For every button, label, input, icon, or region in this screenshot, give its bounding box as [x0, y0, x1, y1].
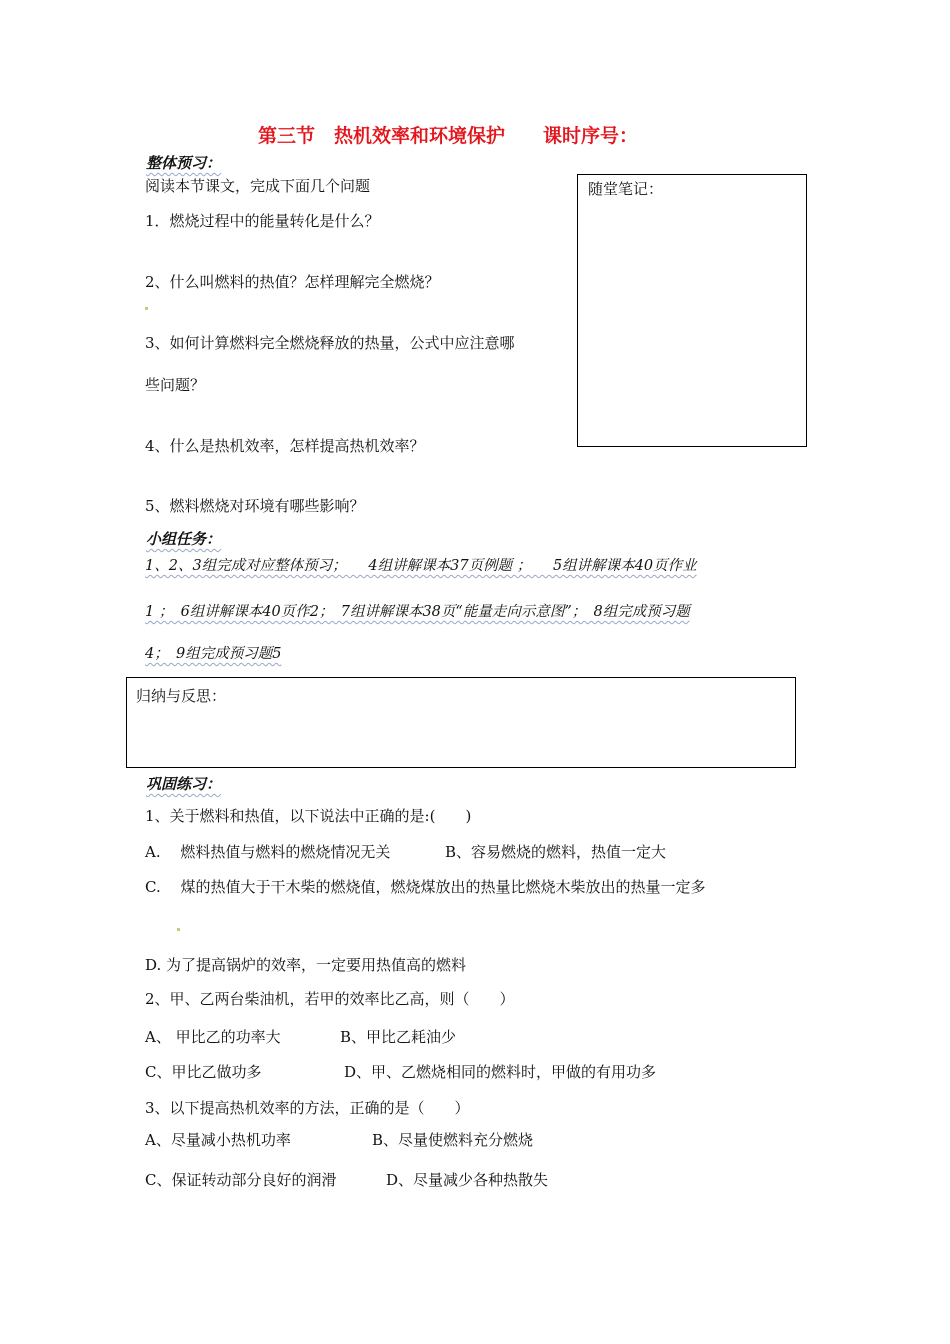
practice-question-3: 3、以下提高热机效率的方法，正确的是（ ） [145, 1099, 470, 1117]
group-task-line-3: 4； 9组完成预习题5 [145, 646, 282, 662]
practice-q1-option-a: A. 燃料热值与燃料的燃烧情况无关 [145, 843, 391, 861]
practice-q2-option-a: A、 甲比乙的功率大 [145, 1028, 281, 1046]
preview-question-3-continued: 些问题？ [145, 376, 206, 394]
practice-q2-option-c: C、甲比乙做功多 [145, 1063, 262, 1081]
practice-question-1: 1、关于燃料和热值，以下说法中正确的是:( ) [145, 807, 472, 825]
preview-question-1: 1．燃烧过程中的能量转化是什么？ [145, 212, 380, 230]
group-task-line-1: 1、2、3组完成对应整体预习； 4组讲解课本37页例题 ； 5组讲解课本40页作业 [145, 558, 697, 574]
preview-question-4: 4、什么是热机效率，怎样提高热机效率？ [145, 437, 425, 455]
preview-intro: 阅读本节课文，完成下面几个问题 [145, 177, 371, 195]
group-task-line-2: 1 ； 6组讲解课本40页作2； 7组讲解课本38页“能量走向示意图”； 8组完成预习题 [145, 604, 690, 620]
reflection-box[interactable] [126, 677, 796, 768]
page-title: 第三节 热机效率和环境保护 课时序号： [258, 125, 639, 147]
group-task-heading: 小组任务： [146, 530, 222, 548]
practice-q1-option-d: D. 为了提高锅炉的效率，一定要用热值高的燃料 [145, 956, 467, 974]
practice-q3-option-b: B、尽量使燃料充分燃烧 [372, 1131, 534, 1149]
preview-question-5: 5、燃料燃烧对环境有哪些影响？ [145, 497, 365, 515]
notes-label: 随堂笔记： [588, 180, 664, 198]
preview-question-2: 2、什么叫燃料的热值？怎样理解完全燃烧？ [145, 273, 440, 291]
reflection-label: 归纳与反思： [136, 687, 227, 705]
practice-q3-option-c: C、保证转动部分良好的润滑 [145, 1171, 337, 1189]
practice-q1-option-c: C. 煤的热值大于干木柴的燃烧值，燃烧煤放出的热量比燃烧木柴放出的热量一定多 [145, 878, 706, 896]
practice-q2-option-b: B、甲比乙耗油少 [340, 1028, 457, 1046]
notes-box[interactable] [577, 174, 807, 447]
practice-heading: 巩固练习： [146, 775, 222, 793]
preview-heading: 整体预习： [146, 154, 222, 172]
decorative-mark [177, 928, 180, 931]
practice-q3-option-a: A、尽量减小热机功率 [145, 1131, 291, 1149]
practice-q3-option-d: D、尽量减少各种热散失 [386, 1171, 549, 1189]
practice-q1-option-b: B、容易燃烧的燃料，热值一定大 [445, 843, 667, 861]
practice-question-2: 2、甲、乙两台柴油机，若甲的效率比乙高，则（ ） [145, 990, 515, 1008]
decorative-mark [145, 307, 148, 310]
practice-q2-option-d: D、甲、乙燃烧相同的燃料时，甲做的有用功多 [344, 1063, 657, 1081]
preview-question-3: 3、如何计算燃料完全燃烧释放的热量，公式中应注意哪 [145, 334, 515, 352]
